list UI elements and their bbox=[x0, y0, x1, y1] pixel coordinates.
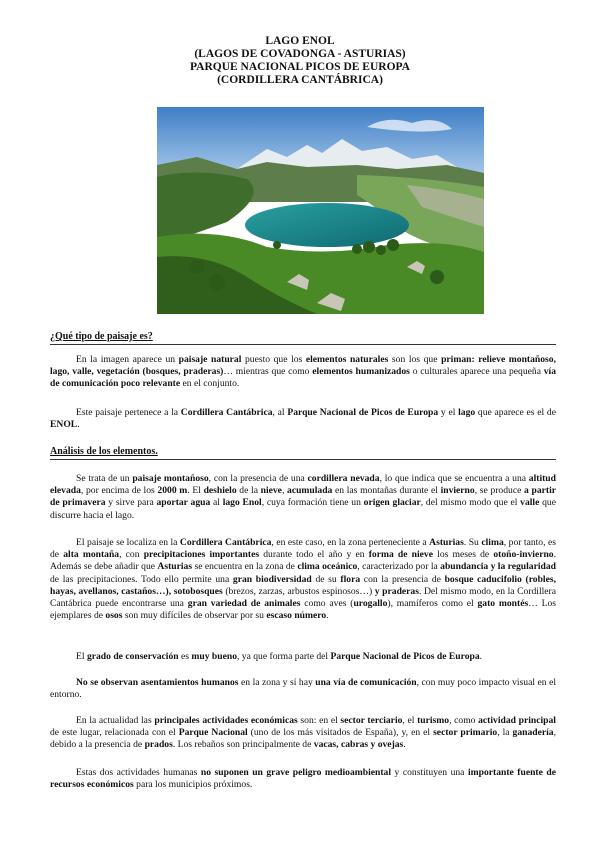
body-text: , por encima de los bbox=[80, 485, 158, 497]
body-text: puesto que los bbox=[241, 354, 306, 365]
emphasis-text: Cordillera Cantábrica bbox=[179, 537, 272, 548]
body-text: , con muy poco impacto visual en el entorno. bbox=[50, 677, 557, 701]
photo-lake bbox=[245, 203, 409, 247]
paragraph-economic-activities bbox=[50, 715, 556, 752]
emphasis-text: origen glaciar bbox=[363, 497, 421, 509]
emphasis-text: ganadería bbox=[512, 727, 554, 739]
body-text: , como bbox=[449, 715, 479, 726]
body-text: en el conjunto. bbox=[180, 378, 240, 390]
emphasis-text: 2000 m bbox=[157, 485, 188, 497]
emphasis-text: bosque caducifolio (robles, hayas, avellanos, castaños…), sotobosques bbox=[50, 573, 556, 597]
emphasis-text: aportar agua bbox=[156, 497, 211, 509]
emphasis-text: importante fuente de recursos económicos bbox=[50, 767, 556, 791]
emphasis-text: una vía de comunicación bbox=[315, 677, 417, 688]
body-text: los meses de bbox=[432, 549, 494, 561]
emphasis-text: gran variedad de animales bbox=[187, 598, 301, 610]
section-heading-analysis: Análisis de los elementos. bbox=[50, 446, 158, 457]
section-heading-landscape-type: ¿Qué tipo de paisaje es? bbox=[50, 331, 153, 342]
body-text: , el bbox=[402, 715, 418, 726]
body-text: de la bbox=[236, 485, 261, 497]
emphasis-text: Parque Nacional de Picos de Europa bbox=[330, 651, 480, 662]
body-text: . Los rebaños son principalmente de bbox=[172, 739, 314, 751]
body-text: con la presencia de bbox=[360, 573, 445, 585]
body-text: , con bbox=[119, 549, 144, 561]
emphasis-text: muy bueno bbox=[191, 651, 237, 662]
body-text: , bbox=[281, 485, 288, 497]
body-text: , cuya formación tiene un bbox=[261, 497, 364, 509]
emphasis-text: turismo bbox=[417, 715, 450, 726]
paragraph-climate-flora-fauna bbox=[50, 537, 556, 622]
emphasis-text: urogallo bbox=[353, 598, 388, 610]
body-text: y constituyen una bbox=[391, 767, 468, 778]
paragraph-mountain-landscape bbox=[50, 473, 556, 522]
paragraph-conservation bbox=[50, 651, 556, 663]
body-text: en la zona y sí hay bbox=[238, 677, 316, 688]
emphasis-text: cordillera nevada bbox=[307, 473, 380, 484]
lake-enol-photo bbox=[157, 107, 484, 314]
body-text: … mientras que como bbox=[223, 366, 313, 378]
emphasis-text: gato montés bbox=[477, 598, 529, 610]
body-text: , en este caso, en la zona perteneciente a bbox=[271, 537, 430, 548]
emphasis-text: forma de nieve bbox=[368, 549, 433, 561]
emphasis-text: flora bbox=[340, 573, 361, 585]
section-divider bbox=[50, 344, 556, 345]
emphasis-text: lago bbox=[458, 407, 476, 418]
body-text: , por tanto, es de bbox=[50, 537, 556, 561]
emphasis-text: osos bbox=[105, 610, 123, 622]
body-text: son muy difíciles de observar por su bbox=[122, 610, 267, 622]
body-text: . bbox=[403, 739, 406, 751]
emphasis-text: No se observan asentamientos humanos bbox=[76, 677, 239, 688]
emphasis-text: Asturias bbox=[157, 561, 193, 573]
body-text: , del mismo modo que el bbox=[420, 497, 521, 509]
body-text: … Los ejemplares de bbox=[50, 598, 557, 622]
emphasis-text: acumulada bbox=[287, 485, 333, 497]
body-text: son los que bbox=[388, 354, 442, 365]
body-text: de su bbox=[311, 573, 341, 585]
emphasis-text: grado de conservación bbox=[86, 651, 179, 662]
emphasis-text: paisaje natural bbox=[178, 354, 242, 365]
body-text: durante todo el año y en bbox=[259, 549, 369, 561]
body-text: En la imagen aparece un bbox=[76, 354, 179, 365]
emphasis-text: elementos humanizados bbox=[312, 366, 410, 378]
emphasis-text: escaso número bbox=[266, 610, 327, 622]
emphasis-text: invierno bbox=[440, 485, 475, 497]
body-text: . Además se debe añadir que bbox=[50, 549, 556, 573]
body-text: , la bbox=[497, 727, 513, 739]
body-text: o culturales aparece una pequeña bbox=[409, 366, 544, 378]
body-text: al bbox=[210, 497, 223, 509]
body-text: (uno de los más visitados de España), y, en el bbox=[247, 727, 434, 739]
body-text: en las montañas durante el bbox=[332, 485, 441, 497]
emphasis-text: Asturias bbox=[429, 537, 464, 548]
body-text: ), mamíferos como el bbox=[387, 598, 478, 610]
body-text: y sirve para bbox=[105, 497, 157, 509]
body-text: El paisaje se localiza en la bbox=[76, 537, 180, 548]
title-line-3: PARQUE NACIONAL PICOS DE EUROPA bbox=[189, 61, 410, 73]
body-text: . bbox=[479, 651, 483, 662]
emphasis-text: clima bbox=[481, 537, 504, 548]
emphasis-text: vacas, cabras y ovejas bbox=[313, 739, 404, 751]
section-divider bbox=[50, 459, 556, 460]
title-line-4: (CORDILLERA CANTÁBRICA) bbox=[217, 74, 383, 86]
body-text: de este lugar, relacionada con el bbox=[50, 727, 179, 739]
body-text: , ya que forma parte del bbox=[237, 651, 331, 662]
emphasis-text: Parque Nacional de Picos de Europa bbox=[287, 407, 439, 418]
body-text: . bbox=[77, 419, 80, 431]
body-text: El bbox=[76, 651, 87, 662]
document-title bbox=[0, 35, 600, 87]
emphasis-text: alta montaña bbox=[63, 549, 120, 561]
body-text: , al bbox=[272, 407, 288, 418]
emphasis-text: actividad principal bbox=[478, 715, 556, 726]
body-text: Este paisaje pertenece a la bbox=[76, 407, 181, 418]
body-text: (brezos, zarzas, arbustos espinosos…) bbox=[222, 585, 375, 597]
body-text: . bbox=[326, 610, 329, 622]
emphasis-text: y praderas bbox=[374, 585, 419, 597]
emphasis-text: abundancia y la regularidad bbox=[440, 561, 556, 573]
emphasis-text: a partir de primavera bbox=[50, 485, 556, 509]
emphasis-text: altitud elevada bbox=[50, 473, 556, 497]
body-text: . Su bbox=[463, 537, 482, 548]
emphasis-text: no suponen un grave peligro medioambiental bbox=[200, 767, 392, 778]
paragraph-natural-landscape bbox=[50, 354, 556, 391]
body-text: , con la presencia de una bbox=[208, 473, 308, 484]
body-text: para los municipios próximos. bbox=[133, 779, 253, 791]
body-text: , se produce bbox=[474, 485, 525, 497]
body-text: . El bbox=[187, 485, 204, 497]
emphasis-text: sector primario bbox=[433, 727, 498, 739]
body-text: son: en el bbox=[297, 715, 341, 726]
emphasis-text: principales actividades económicas bbox=[154, 715, 298, 726]
body-text: como aves ( bbox=[300, 598, 354, 610]
emphasis-text: lago Enol bbox=[222, 497, 262, 509]
emphasis-text: clima oceánico bbox=[297, 561, 358, 573]
body-text: y el bbox=[438, 407, 459, 418]
paragraph-cordillera bbox=[50, 407, 556, 431]
body-text: es bbox=[178, 651, 192, 662]
emphasis-text: ENOL bbox=[50, 419, 78, 431]
body-text: que discurre hacia el lago. bbox=[50, 497, 556, 521]
emphasis-text: gran biodiversidad bbox=[232, 573, 312, 585]
emphasis-text: sector terciario bbox=[340, 715, 403, 726]
emphasis-text: priman: relieve montañoso, lago, valle, vegetación (bosques, praderas) bbox=[50, 354, 556, 378]
emphasis-text: valle bbox=[520, 497, 540, 509]
emphasis-text: elementos naturales bbox=[305, 354, 389, 365]
emphasis-text: vía de comunicación poco relevante bbox=[50, 366, 557, 390]
body-text: En la actualidad las bbox=[76, 715, 155, 726]
emphasis-text: precipitaciones importantes bbox=[143, 549, 260, 561]
emphasis-text: deshielo bbox=[203, 485, 237, 497]
body-text: , caracterizado por la bbox=[357, 561, 441, 573]
body-text: se encuentra en la zona de bbox=[192, 561, 298, 573]
emphasis-text: Cordillera Cantábrica bbox=[180, 407, 273, 418]
title-line-2: (LAGOS DE COVADONGA - ASTURIAS) bbox=[194, 48, 406, 60]
emphasis-text: otoño-invierno bbox=[493, 549, 554, 561]
emphasis-text: prados bbox=[144, 739, 173, 751]
emphasis-text: Parque Nacional bbox=[178, 727, 248, 739]
body-text: de las precipitaciones. Todo ello permite una bbox=[50, 573, 233, 585]
body-text: . Del mismo modo, en la Cordillera Cantábrica puede encontrarse una bbox=[50, 585, 557, 610]
body-text: que aparece es el de bbox=[475, 407, 556, 418]
body-text: Se trata de un bbox=[76, 473, 133, 484]
paragraph-settlements bbox=[50, 677, 556, 701]
body-text: Estas dos actividades humanas bbox=[76, 767, 201, 778]
emphasis-text: nieve bbox=[260, 485, 282, 497]
paragraph-environmental-impact bbox=[50, 767, 556, 791]
title-line-1: LAGO ENOL bbox=[265, 35, 335, 47]
body-text: , lo que indica que se encuentra a una bbox=[379, 473, 529, 484]
emphasis-text: paisaje montañoso bbox=[132, 473, 209, 484]
body-text: , debido a la presencia de bbox=[50, 727, 556, 751]
